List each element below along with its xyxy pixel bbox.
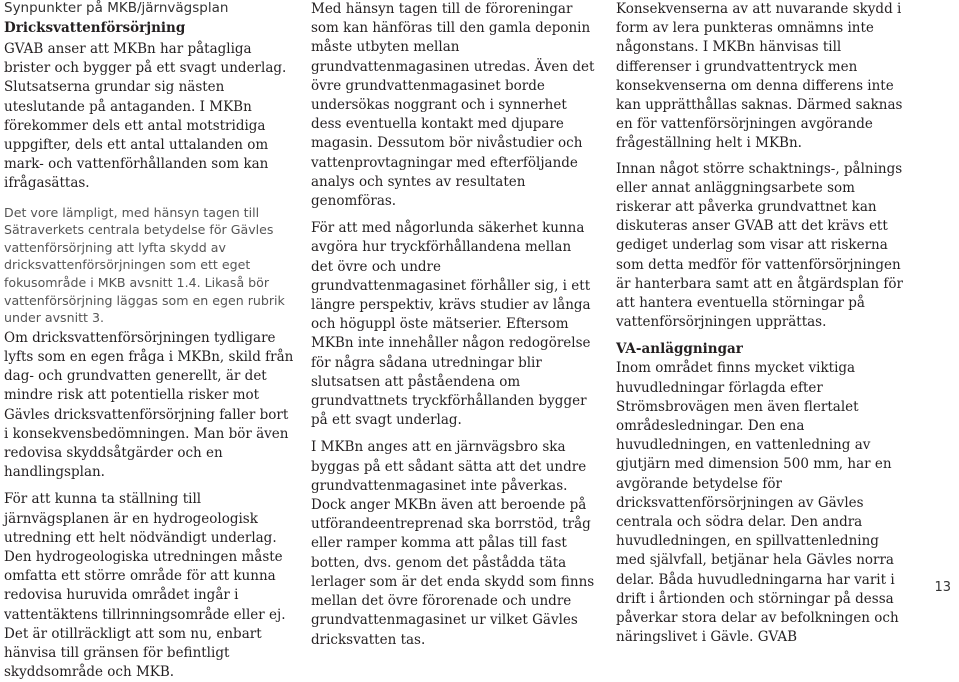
column-3	[616, 0, 906, 648]
paragraph: I MKBn anges att en järnvägsbro ska byggas på ett sådant sätta att det undre grundvattenmagasinet inte påverkas. Dock anger MKBn även att beroende på utförandeentreprenad ska borrstöd, tråg eller ramper komma att pålas till fast botten, dvs. genom det påstådda täta lerlager som är det enda skydd som finns mellan det övre förorenade och undre grundvattenmagasinet ur vilket Gävles dricksvatten tas.	[311, 439, 595, 648]
column-1	[4, 0, 294, 682]
paragraph: Inom området finns mycket viktiga huvudledningar förlagda efter Strömsbrovägen men även flertalet områdesledningar. Den ena huvudledningen, en vattenledning av gjutjärn med dimension 500 mm, har en avgörande betydelse för dricksvattenförsörjningen av Gävles centrala och södra delar. Den andra huvudledningen, en spillvattenledning med självfall, betjänar hela Gävles norra delar. Båda huvudledningarna har varit i drift i årtionden och störningar på dessa påverkar stora delar av befolkningen och näringslivet i Gävle. GVAB	[616, 360, 899, 646]
paragraph: GVAB anser att MKBn har påtagliga brister och bygger på ett svagt underlag. Slutsatserna grundar sig nästen uteslutande på antaganden. I MKBn förekommer dels ett antal motstridiga uppgifter, dels ett antal uttalanden om mark- och vattenförhållanden som kan ifrågasättas.	[4, 41, 287, 192]
paragraph: Med hänsyn tagen till de föroreningar som kan hänföras till den gamla deponin måste utbyten mellan grundvattenmagasinen utredas. Även det övre grundvattenmagasinet borde undersökas noggrant och i synnerhet dess eventuella kontakt med djupare magasin. Dessutom bör nivåstudier och vattenprovtagningar med efterföljande analys och syntes av resultaten genomföras.	[311, 1, 595, 210]
running-head: Synpunkter på MKB/järnvägsplan	[4, 0, 229, 16]
paragraph: För att kunna ta ställning till järnvägsplanen är en hydrogeologisk utredning ett helt nödvändigt underlag. Den hydrogeologiska utredningen måste omfatta ett större område för att kunna redovisa huruvida området ingår i vattentäktens tillrinningsområde eller ej. Det är otillräckligt att som nu, enbart hänvisa till gränsen för befintligt skyddsområde och MKB.	[4, 491, 286, 681]
paragraph: Konsekvenserna av att nuvarande skydd i form av lera punkteras omnämns inte någonstans. I MKBn hänvisas till differenser i grundvattentryck men konsekvenserna om denna differens inte kan upprätthållas saknas. Därmed saknas en för vattenförsörjningen avgörande frågeställning helt i MKBn.	[616, 1, 903, 152]
paragraph: Innan något större schaktnings-, pålnings eller annat anläggningsarbete som riskerar att påverka grundvattnet kan diskuteras anser GVAB att det krävs ett gediget underlag som visar att riskerna som detta medför för vattenförsörjningen är hanterbara samt att en åtgärdsplan för att hantera eventuella störningar på vattenförsörjningen upprättas.	[616, 160, 904, 331]
column-2	[311, 0, 596, 650]
paragraph: Om dricksvattenförsörjningen tydligare lyfts som en egen fråga i MKBn, skild från dag- och grundvatten generellt, är det mindre risk att potentiella risker mot Gävles dricksvattenförsörjning faller bort i konsekvensbedömningen. Man bör även redovisa skyddsåtgärder och en handlingsplan.	[4, 329, 294, 481]
highlighted-paragraph: Det vore lämpligt, med hänsyn tagen till Sätraverkets centrala betydelse för Gävles vattenförsörjning att lyfta skydd av dricksvattenförsörjningen som ett eget fokusområde i MKB avsnitt 1.4. Likaså bör vattenförsörjning läggas som en egen rubrik under avsnitt 3.	[4, 204, 285, 326]
section-heading-dricksvatten: Dricksvattenförsörjning	[4, 20, 186, 36]
paragraph: För att med någorlunda säkerhet kunna avgöra hur tryckförhållandena mellan det övre och undre grundvattenmagasinet förhåller sig, i ett längre perspektiv, krävs studier av långa och höguppl öste mätserier. Eftersom MKBn inte innehåller någon redogörelse för några sådana utredningar blir slutsatsen att påståendena om grundvattnets tryckförhållanden bygger på ett svagt underlag.	[311, 220, 591, 429]
page-number: 13	[934, 580, 951, 595]
section-heading-va: VA-anläggningar	[616, 341, 743, 358]
